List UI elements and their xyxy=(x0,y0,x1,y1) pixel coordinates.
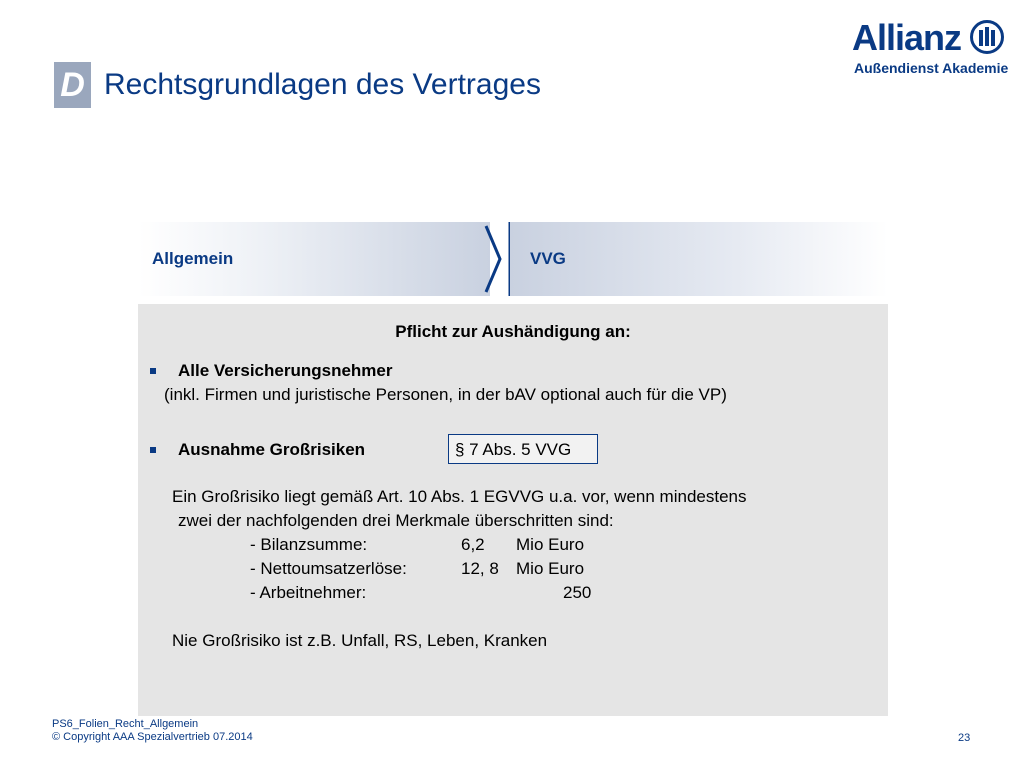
breadcrumb-label: Allgemein xyxy=(152,249,234,268)
criterion-value: 6,2 xyxy=(461,535,485,554)
bullet-square-icon xyxy=(150,447,156,453)
criterion-value: 250 xyxy=(563,583,592,602)
logo-subtitle: Außendienst Akademie xyxy=(854,60,1009,76)
content-heading: Pflicht zur Aushändigung an: xyxy=(395,322,631,341)
legal-reference-box xyxy=(448,434,598,464)
allianz-logo xyxy=(852,17,1009,76)
footer xyxy=(52,718,253,744)
footer-filename: PS6_Folien_Recht_Allgemein xyxy=(52,718,199,730)
logo-wordmark: Allianz xyxy=(852,17,962,58)
legal-reference: § 7 Abs. 5 VVG xyxy=(455,440,572,459)
breadcrumb-label: VVG xyxy=(530,249,566,268)
criterion-unit: Mio Euro xyxy=(516,535,585,554)
criterion-label: - Nettoumsatzerlöse: xyxy=(250,559,407,578)
criterion-value: 12, 8 xyxy=(461,559,499,578)
content-panel xyxy=(138,304,888,716)
footer-copyright: © Copyright AAA Spezialvertrieb 07.2014 xyxy=(52,731,253,743)
bullet-square-icon xyxy=(150,368,156,374)
criterion-label: - Arbeitnehmer: xyxy=(250,583,367,602)
bullet-label: Ausnahme Großrisiken xyxy=(178,440,366,459)
breadcrumb xyxy=(138,222,888,296)
closing-note: Nie Großrisiko ist z.B. Unfall, RS, Leben, Kranken xyxy=(172,631,548,650)
bullet-note: (inkl. Firmen und juristische Personen, in der bAV optional auch für die VP) xyxy=(164,385,727,404)
criterion-unit: Mio Euro xyxy=(516,559,585,578)
breadcrumb-item-vvg[interactable] xyxy=(510,222,888,296)
slide-header xyxy=(0,0,1024,120)
bullet-label: Alle Versicherungsnehmer xyxy=(178,361,393,380)
breadcrumb-item-allgemein[interactable] xyxy=(138,222,490,296)
allianz-eagle-icon xyxy=(970,20,1004,54)
definition-line: zwei der nachfolgenden drei Merkmale überschritten sind: xyxy=(178,511,614,530)
chevron-right-icon xyxy=(480,222,514,296)
criterion-label: - Bilanzsumme: xyxy=(250,535,368,554)
page-number: 23 xyxy=(958,732,971,744)
definition-line: Ein Großrisiko liegt gemäß Art. 10 Abs. 1 EGVVG u.a. vor, wenn mindestens xyxy=(172,487,747,506)
section-badge: D xyxy=(54,62,91,108)
page-title: Rechtsgrundlagen des Vertrages xyxy=(104,68,541,101)
